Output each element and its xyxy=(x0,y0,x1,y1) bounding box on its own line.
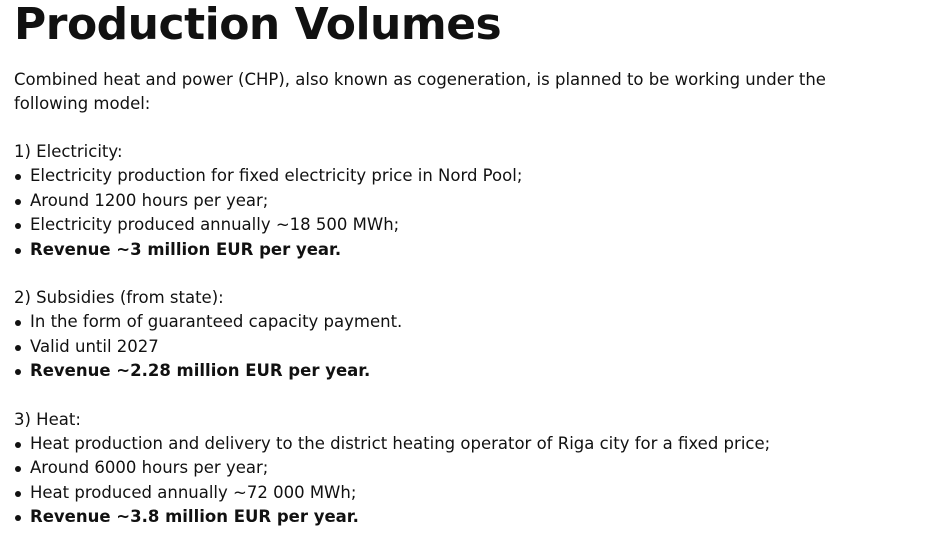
section-heading: 2) Subsidies (from state): xyxy=(14,288,224,307)
bullet-icon xyxy=(15,515,21,521)
bullet-icon xyxy=(15,466,21,472)
bullet-icon xyxy=(15,442,21,448)
list-item xyxy=(14,481,924,506)
list-item-text: Revenue ~3 million EUR per year. xyxy=(30,239,342,259)
list-item-text: Revenue ~3.8 million EUR per year. xyxy=(30,507,359,526)
intro-paragraph: Combined heat and power (CHP), also known as cogeneration, is planned to be working under the following model: xyxy=(14,70,826,113)
list-item-text: Around 6000 hours per year; xyxy=(30,458,269,477)
document-page xyxy=(14,0,924,530)
list-item xyxy=(14,432,924,457)
list-item-text: Electricity produced annually ~18 500 MWh; xyxy=(30,215,400,234)
list-item xyxy=(14,310,924,335)
bullet-icon xyxy=(15,491,21,497)
section-electricity xyxy=(14,140,924,262)
bullet-icon xyxy=(15,369,21,375)
list-item xyxy=(14,335,924,360)
list-item-revenue xyxy=(14,505,924,530)
list-item xyxy=(14,213,924,238)
section-heading: 1) Electricity: xyxy=(14,142,123,161)
list-item xyxy=(14,189,924,214)
bullet-icon xyxy=(15,345,21,351)
list-item-text: Heat produced annually ~72 000 MWh; xyxy=(30,482,357,502)
list-item xyxy=(14,164,924,189)
list-item-text: In the form of guaranteed capacity payment. xyxy=(30,312,403,331)
bullet-icon xyxy=(15,174,21,180)
list-item-text: Heat production and delivery to the district heating operator of Riga city for a fixed price; xyxy=(30,433,771,453)
list-item xyxy=(14,456,924,481)
bullet-icon xyxy=(15,248,21,254)
section-heat xyxy=(14,408,924,530)
list-item-text: Around 1200 hours per year; xyxy=(30,190,269,210)
section-subsidies xyxy=(14,286,924,384)
bullet-list xyxy=(14,310,924,384)
bullet-icon xyxy=(15,199,21,205)
bullet-icon xyxy=(15,223,21,229)
page-title: Production Volumes xyxy=(14,0,502,50)
bullet-list xyxy=(14,164,924,262)
list-item-text: Revenue ~2.28 million EUR per year. xyxy=(30,361,371,380)
bullet-icon xyxy=(15,320,21,326)
section-heading: 3) Heat: xyxy=(14,409,81,429)
list-item-text: Valid until 2027 xyxy=(30,336,159,356)
list-item-text: Electricity production for fixed electricity price in Nord Pool; xyxy=(30,166,523,185)
bullet-list xyxy=(14,432,924,530)
list-item-revenue xyxy=(14,238,924,263)
list-item-revenue xyxy=(14,359,924,384)
